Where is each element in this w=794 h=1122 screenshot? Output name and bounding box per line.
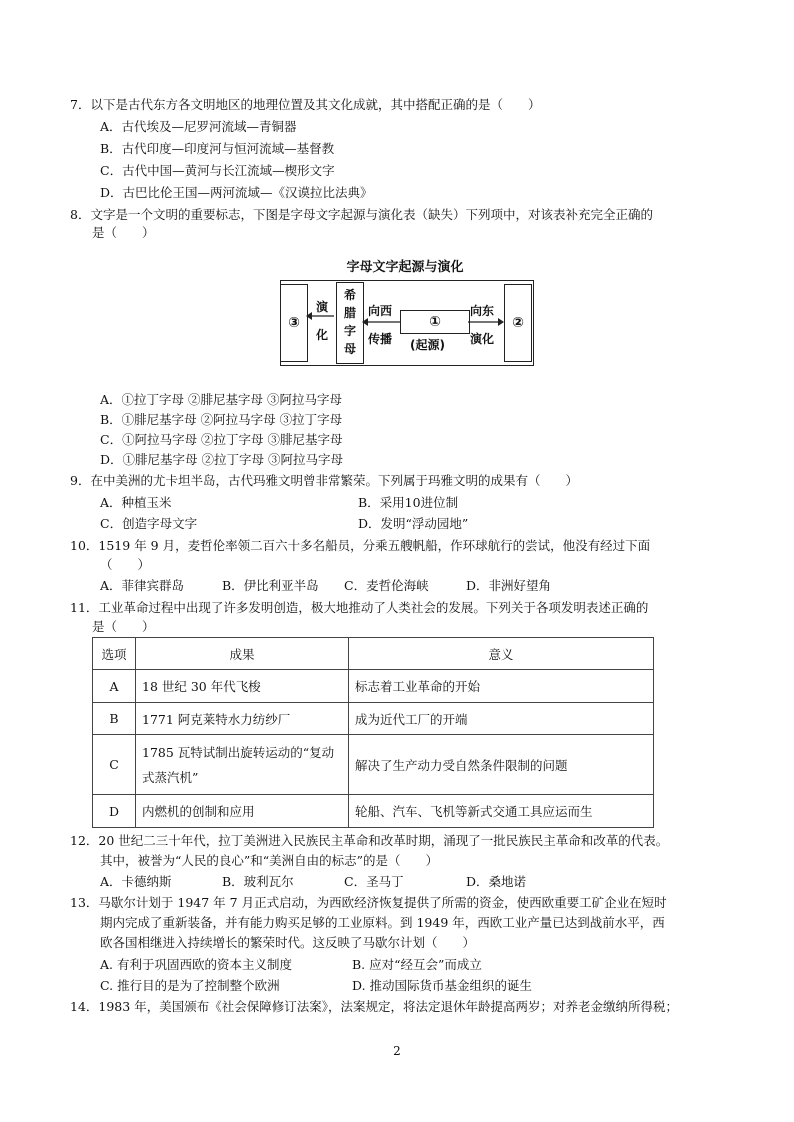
table-header: 成果 — [136, 638, 349, 670]
table-cell: 18 世纪 30 年代飞梭 — [136, 670, 349, 703]
diagram-east-label: 向东 — [470, 304, 495, 318]
diagram-west-label: 向西 — [368, 304, 393, 318]
q7-option-a: A．古代埃及—尼罗河流域—青铜器 — [100, 119, 297, 134]
q9-option-a: A．种植玉米 — [100, 495, 172, 510]
q13-option-a: A. 有利于巩固西欧的资本主义制度 — [100, 957, 292, 972]
table-cell: 1785 瓦特试制出旋转运动的“复动式蒸汽机” — [136, 735, 349, 795]
q13-stem-line3: 欧各国相继进入持续增长的繁荣时代。这反映了马歇尔计划（ ） — [100, 935, 476, 950]
diagram-title: 字母文字起源与演化 — [346, 260, 464, 275]
table-cell: B — [93, 703, 136, 735]
table-row — [93, 735, 654, 795]
q10-option-d: D．非洲好望角 — [466, 578, 552, 593]
q12-option-d: D．桑地诺 — [466, 874, 527, 889]
diagram-box-3: ③ — [280, 284, 308, 362]
q11-stem-line2: 是（ ） — [92, 619, 155, 634]
table-cell: 1771 阿克莱特水力纺纱厂 — [136, 703, 349, 735]
q8-option-a: A．①拉丁字母 ②腓尼基字母 ③阿拉马字母 — [100, 392, 342, 407]
table-cell: 成为近代工厂的开端 — [349, 703, 654, 735]
table-cell: 内燃机的创制和应用 — [136, 795, 349, 828]
table-row — [93, 795, 654, 828]
arrow-east-icon — [468, 316, 504, 328]
table-header-row — [93, 638, 654, 670]
q8-option-b: B．①腓尼基字母 ②阿拉马字母 ③拉丁字母 — [100, 412, 343, 427]
arrow-left-icon — [306, 310, 336, 322]
table-cell: C — [93, 735, 136, 795]
q9-option-b: B．采用10进位制 — [358, 495, 459, 510]
q8-option-c: C．①阿拉马字母 ②拉丁字母 ③腓尼基字母 — [100, 432, 343, 447]
q12-option-c: C．圣马丁 — [344, 874, 404, 889]
diagram-greek-box — [336, 282, 364, 364]
table-cell: 标志着工业革命的开始 — [349, 670, 654, 703]
q12-stem-line1: 12．20 世纪二三十年代，拉丁美洲进入民族民主革命和改革时期，涌现了一批民族民主革命和改革的代表。 — [70, 833, 669, 848]
greek-char-3: 字 — [343, 324, 356, 338]
arrow-west-icon — [362, 316, 402, 328]
table-header: 意义 — [349, 638, 654, 670]
diagram-box-1: ① — [400, 310, 470, 334]
q7-option-b: B．古代印度—印度河与恒河流域—基督教 — [100, 141, 335, 156]
diagram-spread-label: 传播 — [368, 332, 393, 346]
q11-table — [92, 637, 654, 828]
q12-stem-line2: 其中，被誉为“人民的良心”和“美洲自由的标志”的是（ ） — [100, 853, 439, 868]
q9-stem: 9．在中美洲的尤卡坦半岛，古代玛雅文明曾非常繁荣。下列属于玛雅文明的成果有（ ） — [70, 473, 578, 488]
q14-stem: 14．1983 年，美国颁布《社会保障修订法案》，法案规定，将法定退休年龄提高两岁；对养老金缴纳所得税； — [70, 999, 678, 1014]
q13-option-d: D. 推动国际货币基金组织的诞生 — [352, 978, 533, 993]
q11-stem-line1: 11．工业革命过程中出现了许多发明创造，极大地推动了人类社会的发展。下列关于各项发明表述正确的 — [70, 600, 649, 615]
q7-stem: 7．以下是古代东方各文明地区的地理位置及其文化成就，其中搭配正确的是（ ） — [70, 97, 541, 112]
page-number: 2 — [393, 1044, 401, 1058]
diagram-box-2: ② — [504, 284, 532, 362]
q13-option-c: C. 推行目的是为了控制整个欧洲 — [100, 978, 280, 993]
q13-stem-line2: 期内完成了重新装备，并有能力购买足够的工业原料。到 1949 年，西欧工业产量已达到战前水平，西 — [100, 915, 665, 930]
q10-stem-line2: （ ） — [100, 557, 151, 572]
q12-option-b: B．玻利瓦尔 — [222, 874, 294, 889]
diagram-evolve-char-1: 演 — [316, 300, 329, 314]
diagram-origin-label: (起源) — [410, 338, 445, 352]
diagram-evolve-label: 演化 — [470, 332, 495, 346]
table-row — [93, 670, 654, 703]
table-row — [93, 703, 654, 735]
table-cell: 轮船、汽车、飞机等新式交通工具应运而生 — [349, 795, 654, 828]
table-header: 选项 — [93, 638, 136, 670]
q10-stem-line1: 10．1519 年 9 月，麦哲伦率领二百六十多名船员，分乘五艘帆船，作环球航行的尝试，他没有经过下面 — [70, 538, 651, 553]
alphabet-origin-diagram — [270, 256, 540, 376]
diagram-evolve-char-2: 化 — [316, 328, 329, 342]
q7-option-d: D．古巴比伦王国—两河流域—《汉谟拉比法典》 — [100, 185, 373, 200]
q12-option-a: A．卡德纳斯 — [100, 874, 172, 889]
q9-option-c: C．创造字母文字 — [100, 516, 198, 531]
table-cell: D — [93, 795, 136, 828]
q13-option-b: B. 应对“经互会”而成立 — [352, 957, 482, 972]
q8-stem-line1: 8．文字是一个文明的重要标志，下图是字母文字起源与演化表（缺失）下列项中，对该表补充完全正确的 — [70, 207, 653, 222]
q10-option-c: C．麦哲伦海峡 — [344, 578, 429, 593]
q7-option-c: C．古代中国—黄河与长江流域—楔形文字 — [100, 163, 335, 178]
greek-char-4: 母 — [343, 342, 356, 356]
q13-stem-line1: 13．马歇尔计划于 1947 年 7 月正式启动，为西欧经济恢复提供了所需的资金，使西欧重要工矿企业在短时 — [70, 895, 667, 910]
q8-option-d: D．①腓尼基字母 ②拉丁字母 ③阿拉马字母 — [100, 452, 343, 467]
greek-char-1: 希 — [343, 288, 356, 302]
q9-option-d: D．发明“浮动园地” — [358, 516, 469, 531]
q10-option-a: A．菲律宾群岛 — [100, 578, 185, 593]
table-cell: A — [93, 670, 136, 703]
greek-char-2: 腊 — [343, 306, 356, 320]
table-cell: 解决了生产动力受自然条件限制的问题 — [349, 735, 654, 795]
q10-option-b: B．伊比利亚半岛 — [222, 578, 319, 593]
q8-stem-line2: 是（ ） — [92, 225, 155, 240]
